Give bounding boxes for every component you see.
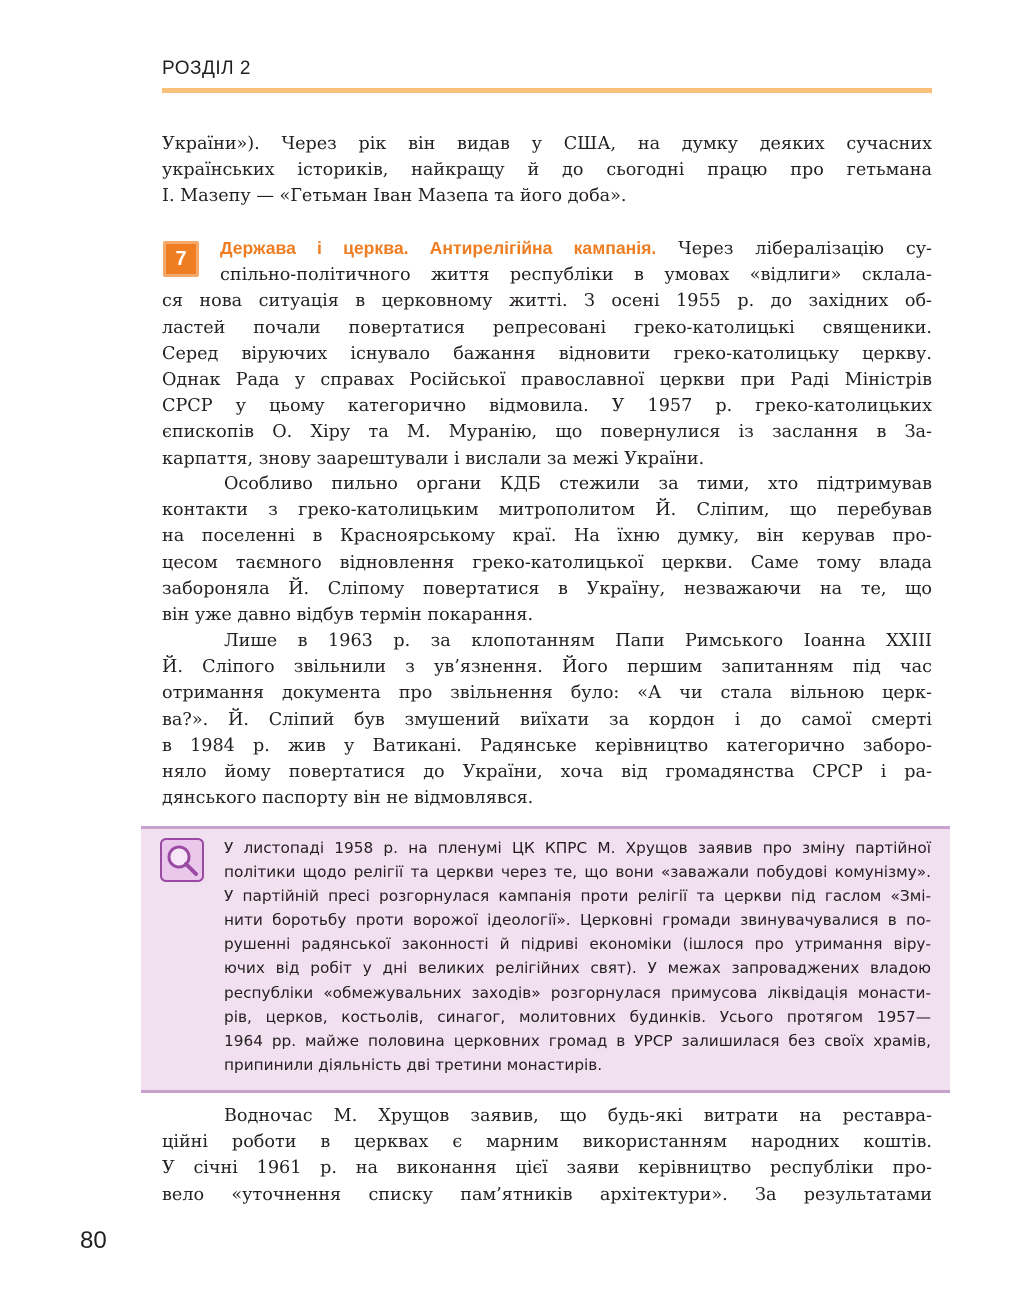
text-line: ластей почали повертатися репресовані греко-католицькі священики. [162,317,932,338]
text-line: ючих від робіт у дні великих релігійних свят). У межах запроваджених владою [224,959,931,978]
text-line: У партійній пресі розгорнулася кампанія проти релігії та церкви під гаслом «Змі- [224,887,931,906]
magnifier-icon [160,838,204,882]
text-line: У листопаді 1958 р. на пленумі ЦК КПРС М. Хрущов заявив про зміну партійної [224,839,931,857]
text-line: отримання документа про звільнення було: «А чи стала вільною церк- [162,683,932,704]
section-7-paragraph [162,235,932,472]
text-line: він уже давно відбув термін покарання. [162,605,534,626]
info-box-text [224,836,931,1077]
text-line: Особливо пильно органи КДБ стежили за тими, хто підтримував [224,474,932,494]
text-line: спільно-політичного життя республіки в умовах «відлиги» склала- [220,265,932,286]
text-line: забороняла Й. Сліпому повертатися в Україну, незважаючи на те, що [162,578,932,599]
text-line: вело «уточнення списку пам’ятників архітектури». За результатами [162,1184,932,1205]
text-line: Водночас М. Хрущов заявив, що будь-які витрати на реставра- [224,1106,932,1126]
section-heading: Держава і церква. Антирелігійна кампанія. [220,238,657,258]
paragraph-2 [162,471,932,628]
text-line: І. Мазепу — «Гетьман Іван Мазепа та його доба». [162,186,627,207]
text-line: України»). Через рік він видав у США, на думку деяких сучасних [162,134,932,154]
intro-paragraph [162,131,932,210]
paragraph-4 [162,1103,932,1208]
text-line: карпаття, знову заарештували і вислали за межі України. [162,448,705,469]
heading-continuation: Через лібералізацію су- [656,239,933,259]
text-line: дянського паспорту він не відмовлявся. [162,788,534,809]
text-line: рушенні радянської законності й підриві економіки (ішлося про утримання віру- [224,935,931,954]
text-line: СРСР у цьому категорично відмовила. У 1957 р. греко-католицьких [162,396,932,417]
text-line: ва?». Й. Сліпий був змушений виїхати за кордон і до самої смерті [162,709,932,730]
text-line: політики щодо релігії та церкви через те, що вони «заважали побудові комунізму». [224,863,931,882]
text-line: Однак Рада у справах Російської православної церкви при Раді Міністрів [162,370,932,391]
text-line: цесом таємного відновлення греко-католицької церкви. Саме тому влада [162,552,932,573]
text-line: на поселенні в Красноярському краї. На їхню думку, він керував про- [162,526,932,547]
text-line: 1964 рр. майже половина церковних громад в УРСР залишилася без своїх храмів, [224,1031,931,1050]
text-line: Й. Сліпого звільнили з ув’язнення. Його першим запитанням під час [162,657,932,678]
text-line: нити боротьбу проти ворожої ідеології». Церковні громади звинувачувалися в по- [224,911,931,930]
header-divider [162,88,932,93]
paragraph-3 [162,628,932,811]
text-line: рів, церков, костьолів, синагог, молитовних будинків. Усього протягом 1957— [224,1007,931,1026]
text-line: ся нова ситуація в церковному житті. З осені 1955 р. до західних об- [162,291,932,312]
text-line [162,235,932,262]
text-line: українських істориків, найкращу й до сьогодні працю про гетьмана [162,160,932,181]
text-line: припинили діяльність дві третини монастирів. [224,1055,603,1074]
section-header: РОЗДІЛ 2 [162,58,251,79]
text-line: єпископів О. Хіру та М. Муранію, що повернулися із заслання в За- [162,422,932,443]
text-line: Лише в 1963 р. за клопотанням Папи Римського Іоанна XXIII [224,631,932,651]
text-line: Серед віруючих існувало бажання відновити греко-католицьку церкву. [162,343,932,364]
text-line: республіки «обмежувальних заходів» розгорнулася примусова ліквідація монасти- [224,983,931,1002]
text-line: няло йому повертатися до України, хоча від громадянства СРСР і ра- [162,762,932,783]
text-line: У січні 1961 р. на виконання цієї заяви керівництво республіки про- [162,1158,932,1179]
text-line: контакти з греко-католицьким митрополитом Й. Сліпим, що перебував [162,500,932,521]
section-number: 7 [166,244,196,274]
text-line: ційні роботи в церквах є марним використанням народних коштів. [162,1132,932,1153]
page-number: 80 [80,1227,107,1254]
text-line: в 1984 р. жив у Ватикані. Радянське керівництво категорично заборо- [162,735,932,756]
